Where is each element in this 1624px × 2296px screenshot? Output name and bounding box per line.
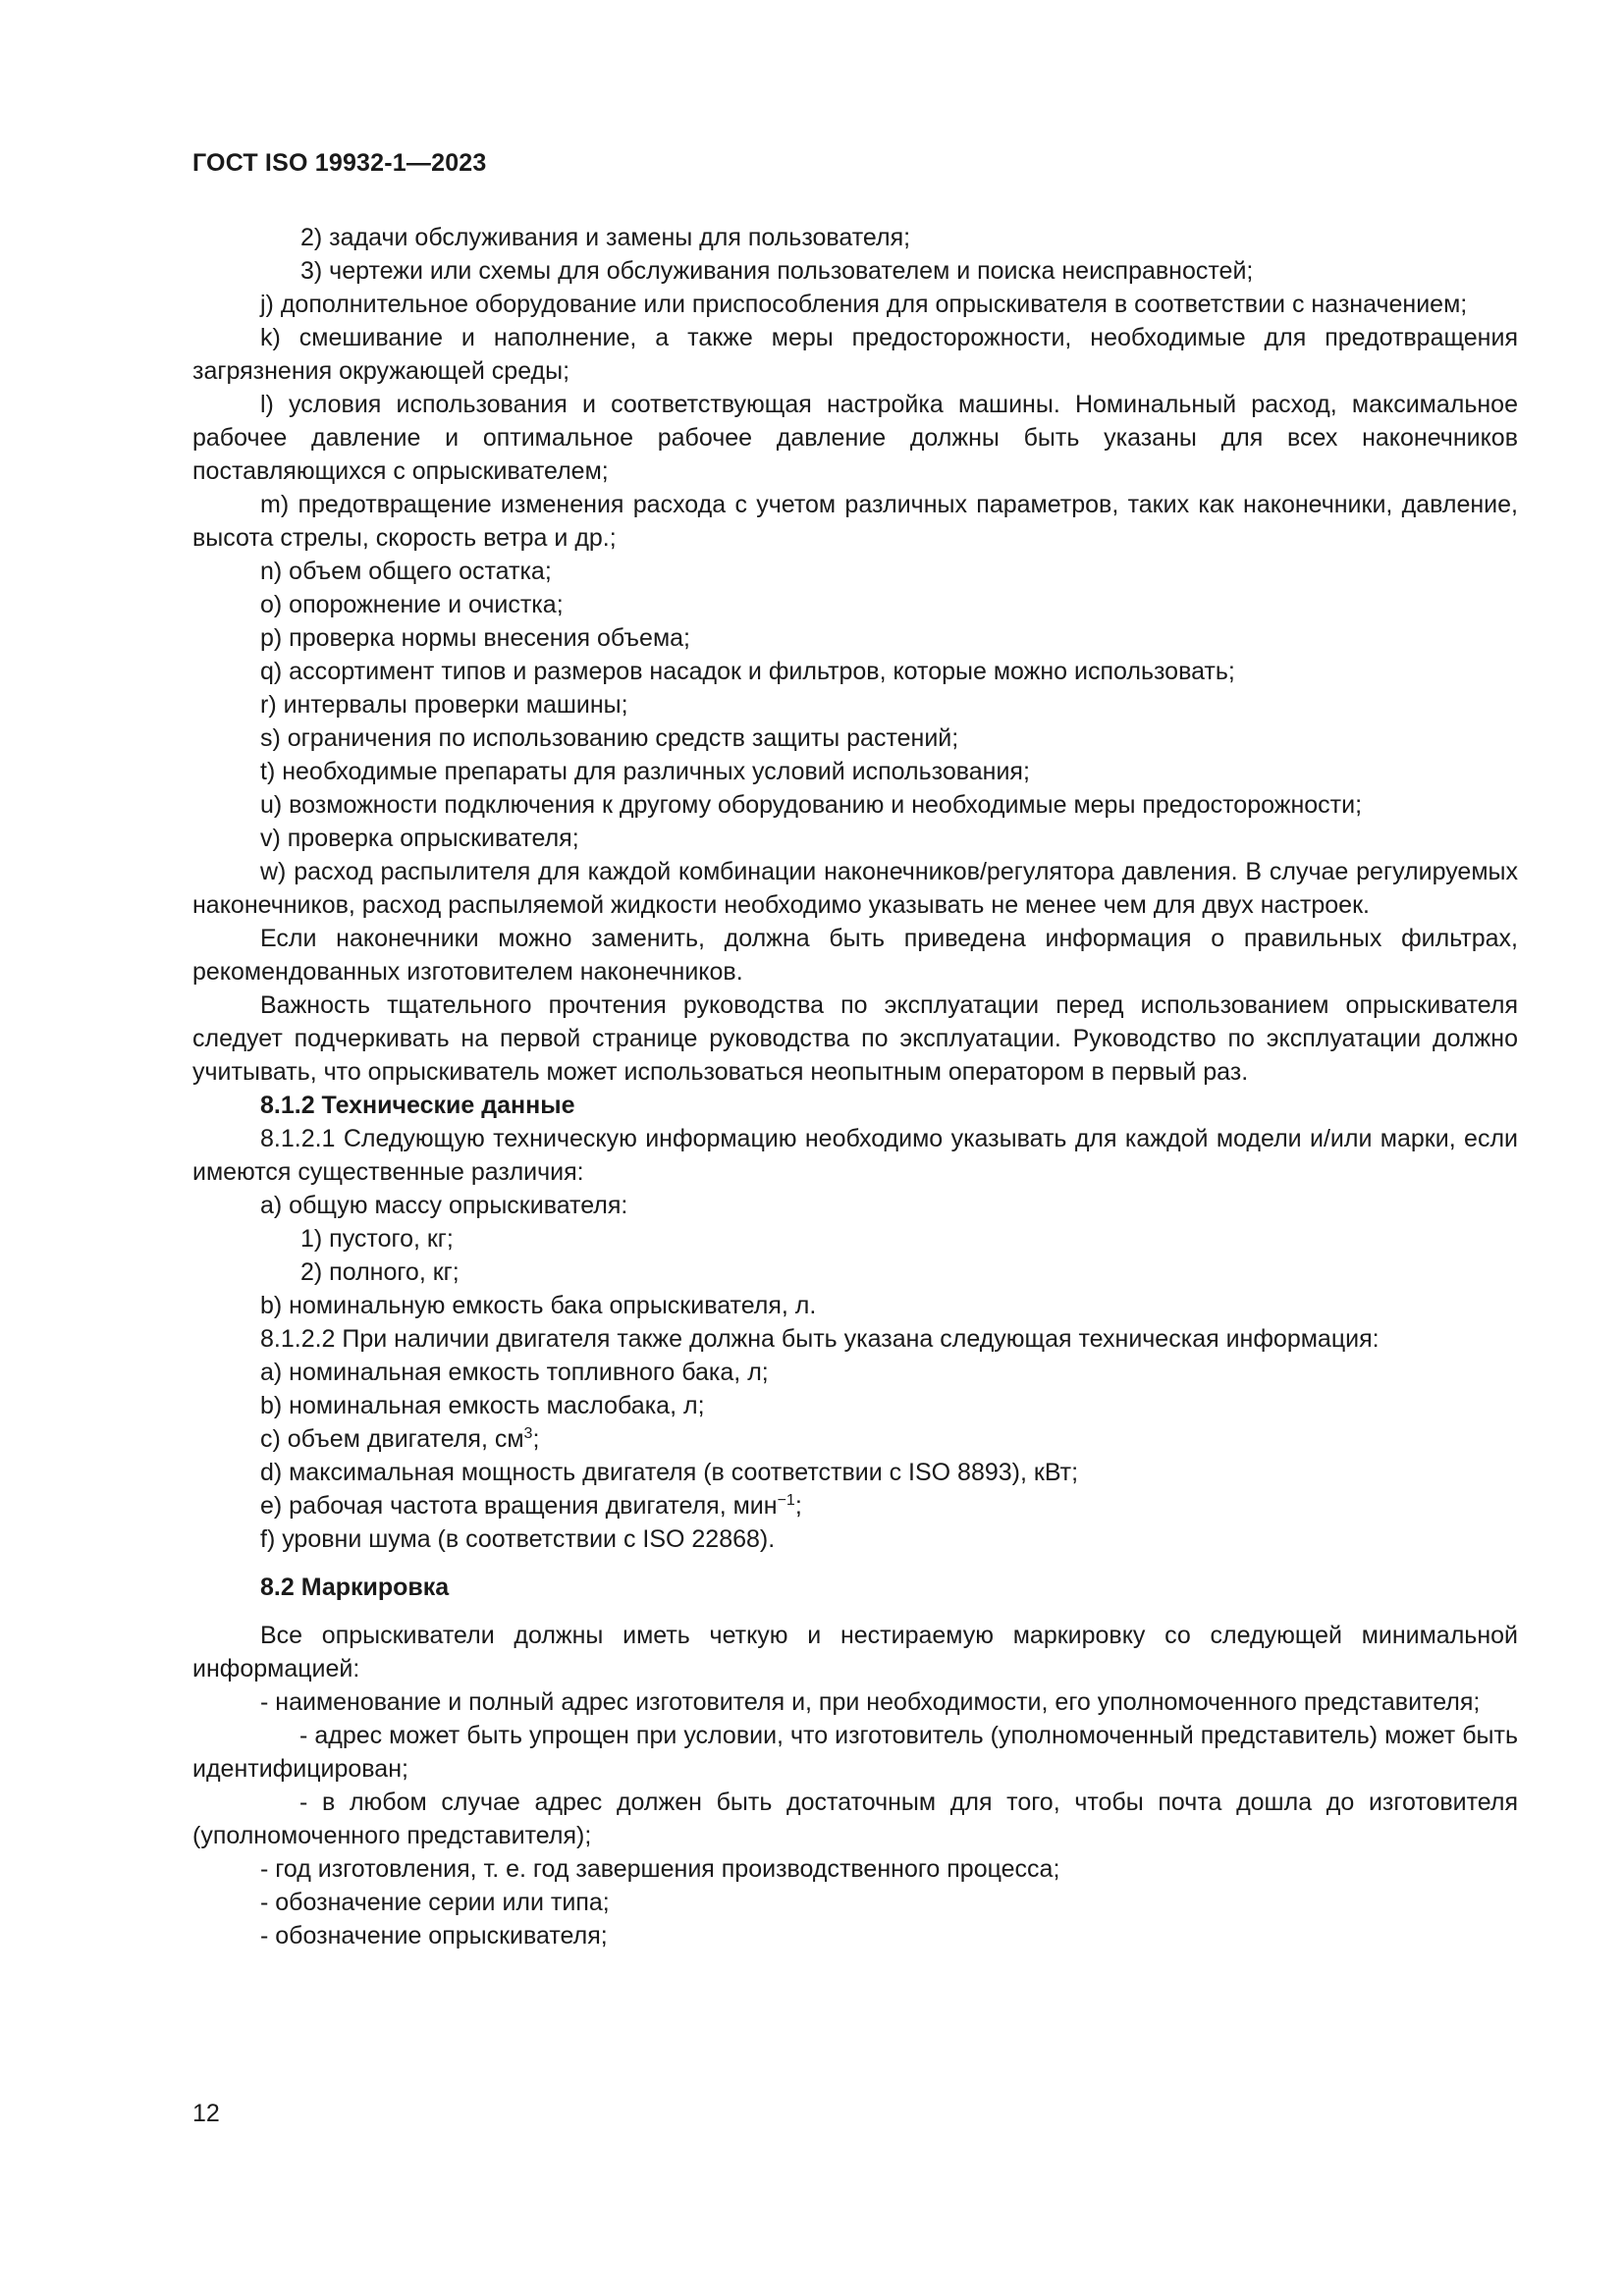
dash-item: - наименование и полный адрес изготовителя и, при необходимости, его уполномоченного представителя; — [260, 1688, 1481, 1716]
list-item: v) проверка опрыскивателя; — [260, 825, 579, 852]
dash-item: - в любом случае адрес должен быть достаточным для того, чтобы почта дошла до изготовителя (уполномоченного представителя); — [192, 1789, 1518, 1849]
list-item: j) дополнительное оборудование или приспособления для опрыскивателя в соответствии с назначением; — [260, 291, 1468, 318]
list-item-tail: ; — [532, 1425, 540, 1453]
list-item: 1) пустого, кг; — [300, 1225, 454, 1253]
list-item: b) номинальную емкость бака опрыскивателя, л. — [260, 1292, 817, 1319]
list-item: f) уровни шума (в соответствии с ISO 22868). — [260, 1525, 776, 1553]
page-body — [192, 221, 1518, 1952]
body-paragraph: 8.1.2.1 Следующую техническую информацию необходимо указывать для каждой модели и/или марки, если имеются существенные различия: — [192, 1125, 1518, 1186]
standard-code-header: ГОСТ ISO 19932-1—2023 — [192, 149, 487, 177]
subsection-heading: 8.1.2 Технические данные — [260, 1092, 575, 1119]
body-paragraph: Важность тщательного прочтения руководства по эксплуатации перед использованием опрыскивателя следует подчеркивать на первой странице руководства по эксплуатации. Руководство по эксплуатации должно учитывать, что опрыскиватель может использоваться неопытным оператором в первый раз. — [192, 991, 1518, 1086]
list-item: l) условия использования и соответствующая настройка машины. Номинальный расход, максимальное рабочее давление и оптимальное рабочее давление должны быть указаны для всех наконечников поставляющихся с опрыскивателем; — [192, 391, 1518, 485]
list-item: a) общую массу опрыскивателя: — [260, 1192, 628, 1219]
body-paragraph: 8.1.2.2 При наличии двигателя также должна быть указана следующая техническая информация: — [260, 1325, 1380, 1353]
superscript: −1 — [777, 1492, 795, 1509]
list-item: d) максимальная мощность двигателя (в соответствии с ISO 8893), кВт; — [260, 1459, 1079, 1486]
list-item: t) необходимые препараты для различных условий использования; — [260, 758, 1030, 785]
list-item: k) смешивание и наполнение, а также меры предосторожности, необходимые для предотвращения загрязнения окружающей среды; — [192, 324, 1518, 385]
superscript: 3 — [523, 1425, 533, 1442]
list-item: a) номинальная емкость топливного бака, л; — [260, 1359, 769, 1386]
list-item-text: c) объем двигателя, см — [260, 1425, 524, 1453]
list-item: o) опорожнение и очистка; — [260, 591, 564, 618]
list-item: p) проверка нормы внесения объема; — [260, 624, 690, 652]
body-paragraph: Если наконечники можно заменить, должна быть приведена информация о правильных фильтрах, рекомендованных изготовителем наконечников. — [192, 925, 1518, 986]
list-item: 2) задачи обслуживания и замены для пользователя; — [300, 224, 911, 251]
list-item-tail: ; — [794, 1492, 802, 1520]
list-item: m) предотвращение изменения расхода с учетом различных параметров, таких как наконечники, давление, высота стрелы, скорость ветра и др.; — [192, 491, 1518, 552]
list-item: 3) чертежи или схемы для обслуживания пользователем и поиска неисправностей; — [300, 257, 1254, 285]
dash-item: - адрес может быть упрощен при условии, что изготовитель (уполномоченный представитель) может быть идентифицирован; — [192, 1722, 1518, 1783]
body-paragraph: Все опрыскиватели должны иметь четкую и нестираемую маркировку со следующей минимальной информацией: — [192, 1622, 1518, 1682]
list-item-text: e) рабочая частота вращения двигателя, мин — [260, 1492, 778, 1520]
list-item: n) объем общего остатка; — [260, 558, 552, 585]
list-item: u) возможности подключения к другому оборудованию и необходимые меры предосторожности; — [260, 791, 1363, 819]
dash-item: - год изготовления, т. е. год завершения производственного процесса; — [260, 1855, 1060, 1883]
list-item: r) интервалы проверки машины; — [260, 691, 628, 719]
dash-item: - обозначение опрыскивателя; — [260, 1922, 608, 1949]
list-item: 2) полного, кг; — [300, 1258, 460, 1286]
dash-item: - обозначение серии или типа; — [260, 1889, 610, 1916]
list-item: q) ассортимент типов и размеров насадок и фильтров, которые можно использовать; — [260, 658, 1235, 685]
list-item — [192, 1422, 1518, 1456]
page-number: 12 — [192, 2100, 220, 2127]
list-item: w) расход распылителя для каждой комбинации наконечников/регулятора давления. В случае регулируемых наконечников, расход распыляемой жидкости необходимо указывать не менее чем для двух настроек. — [192, 858, 1518, 919]
list-item: b) номинальная емкость маслобака, л; — [260, 1392, 705, 1419]
list-item: s) ограничения по использованию средств защиты растений; — [260, 724, 959, 752]
section-heading: 8.2 Маркировка — [260, 1574, 450, 1601]
list-item — [192, 1489, 1518, 1522]
